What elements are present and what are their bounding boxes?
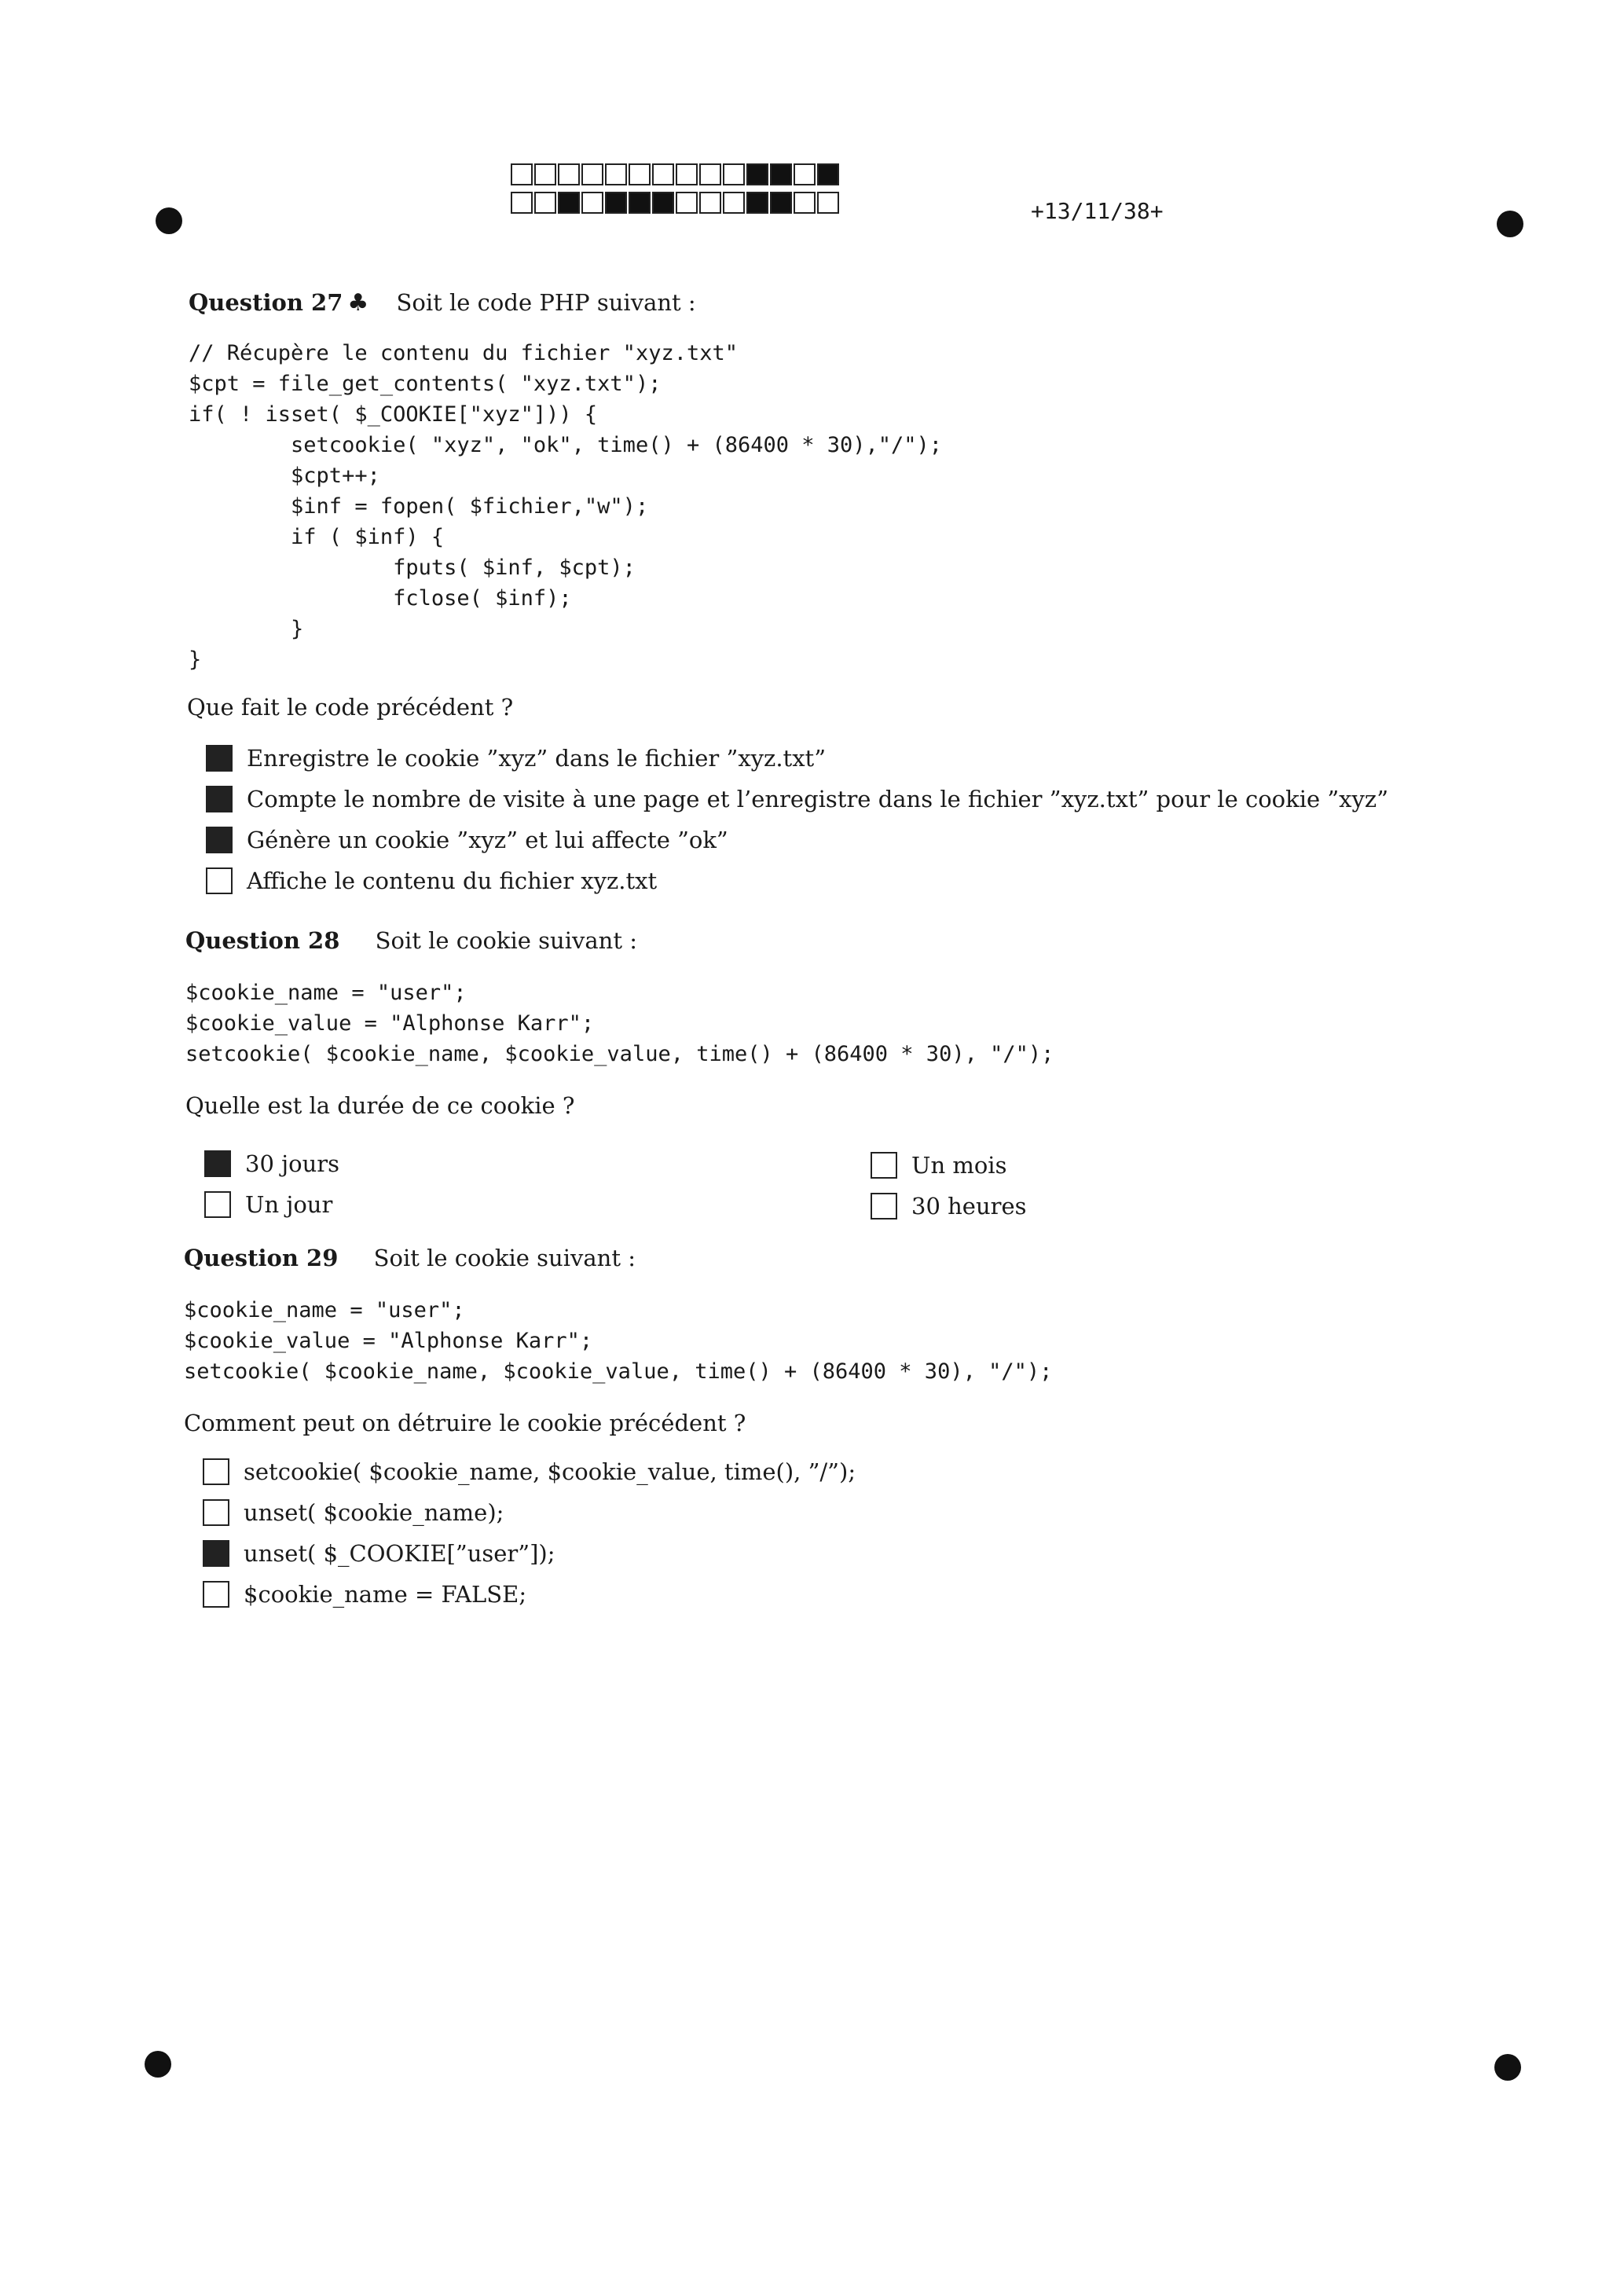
q27-option-2-checkbox[interactable] [206,786,233,812]
q29-option-2-label: unset( $cookie_name); [244,1499,504,1526]
q27-option-1[interactable] [206,745,826,772]
q27-option-1-label: Enregistre le cookie ”xyz” dans le fichier ”xyz.txt” [247,745,827,772]
barcode-cell [676,163,698,185]
q28-option-2-checkbox[interactable] [871,1152,897,1179]
q28-intro: Soit le cookie suivant : [375,927,637,954]
q27-intro: Soit le code PHP suivant : [396,289,696,316]
q28-option-4-checkbox[interactable] [871,1193,897,1220]
q28-option-3[interactable] [204,1191,332,1218]
q29-option-4[interactable] [203,1581,526,1608]
barcode-row-1 [511,163,841,185]
q27-label: Question 27 ♣ [189,289,369,317]
q29-option-3[interactable] [203,1540,555,1567]
q29-code: $cookie_name = "user"; $cookie_value = "Alphonse Karr"; setcookie( $cookie_name, $cookie_value, time() + (86400 * 30), "/"); [184,1298,1053,1384]
q29-option-2-checkbox[interactable] [203,1499,229,1526]
club-icon: ♣ [347,289,369,317]
q28-option-4-label: 30 heures [911,1193,1027,1220]
barcode-cell [723,192,745,214]
q28-heading [185,927,637,954]
q28-label: Question 28 [185,927,340,954]
barcode-cell [534,192,556,214]
q27-option-3-label: Génère un cookie ”xyz” et lui affecte ”ok” [247,827,728,853]
q28-option-3-label: Un jour [245,1191,333,1218]
barcode-cell [605,163,627,185]
q27-option-4-label: Affiche le contenu du fichier xyz.txt [247,867,658,894]
q27-code: // Récupère le contenu du fichier "xyz.txt" $cpt = file_get_contents( "xyz.txt"); if( ! isset( $_COOKIE["xyz"])) { setcookie( "xyz", "ok", time() + (86400 * 30),"/"); $cpt++; $inf = fopen( $fichier,"w"); if ( $inf) { fputs( $inf, $cpt); fclose( $inf); } } [189,341,943,672]
q28-code: $cookie_name = "user"; $cookie_value = "Alphonse Karr"; setcookie( $cookie_name, $cookie_value, time() + (86400 * 30), "/"); [185,981,1054,1066]
barcode-cell [652,163,674,185]
barcode-cell [817,163,839,185]
q28-prompt: Quelle est la durée de ce cookie ? [185,1092,575,1119]
registration-mark-top-right [1497,211,1523,237]
q29-option-4-label: $cookie_name = FALSE; [244,1581,527,1608]
q27-option-4-checkbox[interactable] [206,867,233,894]
q29-option-3-label: unset( $_COOKIE[”user”]); [244,1540,555,1567]
barcode-cell [746,163,768,185]
barcode-cell [511,192,533,214]
barcode-cell [770,163,792,185]
q29-option-1-checkbox[interactable] [203,1458,229,1485]
barcode-cell [511,163,533,185]
barcode-cell [534,163,556,185]
q28-option-2-label: Un mois [911,1152,1007,1179]
q27-option-2-label: Compte le nombre de visite à une page et l’enregistre dans le fichier ”xyz.txt” pour le cookie ”xyz” [247,786,1389,812]
q29-option-4-checkbox[interactable] [203,1581,229,1608]
q27-prompt: Que fait le code précédent ? [187,694,514,721]
barcode-cell [794,163,816,185]
barcode-cell [699,163,721,185]
barcode-cell [558,163,580,185]
q28-option-3-checkbox[interactable] [204,1191,231,1218]
barcode-cell [581,163,603,185]
registration-mark-top-left [156,207,182,234]
barcode-row-2 [511,192,841,214]
q29-option-1[interactable] [203,1458,856,1485]
q29-label: Question 29 [184,1245,339,1271]
q27-option-1-checkbox[interactable] [206,745,233,772]
q28-option-1-checkbox[interactable] [204,1150,231,1177]
q29-option-3-checkbox[interactable] [203,1540,229,1567]
barcode-cell [723,163,745,185]
q27-option-3[interactable] [206,827,728,853]
q28-option-4[interactable] [871,1193,1027,1220]
page-id: +13/11/38+ [1031,198,1164,224]
q28-option-2[interactable] [871,1152,1006,1179]
barcode-cell [652,192,674,214]
barcode-cell [581,192,603,214]
registration-mark-bottom-right [1494,2054,1521,2081]
barcode-cell [558,192,580,214]
barcode-cell [794,192,816,214]
q29-intro: Soit le cookie suivant : [373,1245,636,1271]
q27-option-4[interactable] [206,867,657,894]
q28-option-1-label: 30 jours [245,1150,339,1177]
barcode-cell [629,163,651,185]
barcode-cell [770,192,792,214]
q29-option-2[interactable] [203,1499,504,1526]
q28-option-1[interactable] [204,1150,339,1177]
barcode-cell [605,192,627,214]
barcode-cell [676,192,698,214]
barcode-cell [817,192,839,214]
q27-option-2[interactable] [206,786,1388,812]
barcode-cell [746,192,768,214]
q29-prompt: Comment peut on détruire le cookie précédent ? [184,1410,746,1436]
barcode-cell [629,192,651,214]
q27-heading [189,289,696,317]
q29-option-1-label: setcookie( $cookie_name, $cookie_value, time(), ”/”); [244,1458,856,1485]
registration-mark-bottom-left [145,2051,171,2078]
q29-heading [184,1245,636,1271]
barcode-cell [699,192,721,214]
q27-option-3-checkbox[interactable] [206,827,233,853]
